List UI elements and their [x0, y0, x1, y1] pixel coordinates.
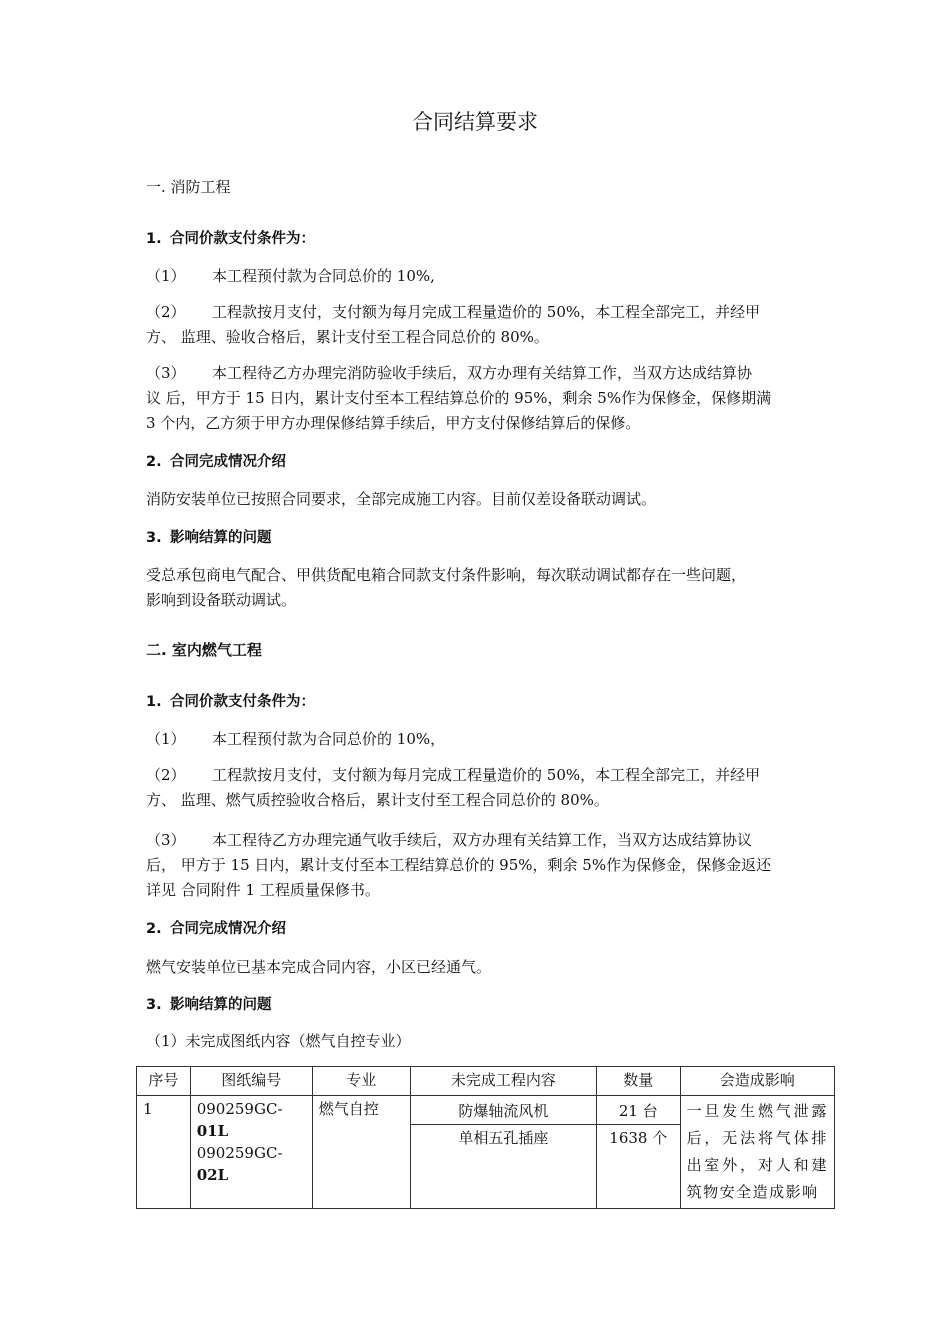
item-text: 本工程待乙方办理完消防验收手续后，双方办理有关结算工作，当双方达成结算协 — [212, 364, 753, 382]
subheading-payment-terms — [146, 229, 315, 249]
payment-item — [146, 765, 760, 785]
subheading-number: 3. — [146, 997, 162, 1013]
paragraph: 受总承包商电气配合、甲供货配电箱合同款支付条件影响，每次联动调试都存在一些问题， — [146, 566, 747, 584]
paragraph-continued: 影响到设备联动调试。 — [146, 591, 297, 609]
item-index: （2） — [146, 303, 186, 321]
subheading-text: 影响结算的问题 — [170, 997, 272, 1013]
work-item-qty: 1638 个 — [597, 1124, 680, 1187]
item-index: （1） — [146, 267, 186, 285]
work-item-qty: 21 台 — [618, 1102, 658, 1120]
drawing-code — [197, 1098, 306, 1142]
item-index: （1） — [146, 730, 186, 748]
code-suffix: 01L — [196, 1122, 229, 1140]
header-cell: 未完成工程内容 — [410, 1067, 596, 1096]
payment-item — [146, 729, 445, 749]
subheading-text: 合同价款支付条件为： — [170, 231, 315, 247]
subheading-number: 3. — [146, 530, 162, 546]
item-index: （2） — [146, 766, 186, 784]
quantity-cell — [596, 1096, 680, 1209]
payment-item — [146, 266, 435, 286]
drawing-codes — [190, 1096, 312, 1209]
subheading-text: 合同完成情况介绍 — [170, 921, 286, 937]
item-text: 工程款按月支付，支付额为每月完成工程量造价的 50%，本工程全部完工，并经甲 — [212, 303, 761, 321]
payment-item — [146, 363, 752, 383]
code-prefix: 090259GC- — [196, 1100, 283, 1118]
header-cell: 图纸编号 — [190, 1067, 312, 1096]
header-cell: 数量 — [596, 1067, 680, 1096]
subheading-issues — [146, 995, 272, 1015]
item-text-continued: 议 后，甲方于 15 日内，累计支付至本工程结算总价的 95%，剩余 5%作为保修金，保修期满 — [146, 389, 772, 407]
item-text: 本工程预付款为合同总价的 10%, — [212, 267, 435, 285]
subheading-completion — [146, 452, 286, 472]
item-text: 本工程预付款为合同总价的 10%， — [212, 730, 446, 748]
drawing-code — [197, 1142, 306, 1186]
item-text-continued: 方、 监理、验收合格后，累计支付至工程合同总价的 80%。 — [146, 328, 549, 346]
subheading-number: 1. — [146, 231, 162, 247]
item-text-continued: 后， 甲方于 15 日内，累计支付至本工程结算总价的 95%，剩余 5%作为保修金，保修金返还 — [146, 856, 772, 874]
item-text-continued: 详见 合同附件 1 工程质量保修书。 — [146, 881, 380, 899]
payment-item — [146, 302, 760, 322]
item-text-continued: 3 个内，乙方须于甲方办理保修结算手续后，甲方支付保修结算后的保修。 — [146, 414, 641, 432]
subheading-number: 2. — [146, 921, 162, 937]
subheading-text: 合同价款支付条件为： — [170, 694, 315, 710]
unfinished-work-table — [136, 1066, 835, 1209]
work-items-cell — [410, 1096, 596, 1209]
payment-item — [146, 830, 752, 850]
row-number: 1 — [137, 1096, 191, 1209]
item-text: 本工程待乙方办理完通气收手续后，双方办理有关结算工作，当双方达成结算协议 — [212, 831, 753, 849]
subheading-number: 2. — [146, 454, 162, 470]
paragraph: 消防安装单位已按照合同要求，全部完成施工内容。目前仅差设备联动调试。 — [146, 490, 657, 508]
subheading-text: 影响结算的问题 — [170, 530, 272, 546]
code-prefix: 090259GC- — [196, 1144, 283, 1162]
header-cell: 序号 — [137, 1067, 191, 1096]
effect-cell: 一旦发生燃气泄露后，无法将气体排出室外，对人和建筑物安全造成影响 — [680, 1096, 834, 1209]
item-index: （3） — [146, 831, 186, 849]
item-text-continued: 方、 监理、燃气质控验收合格后，累计支付至工程合同总价的 80%。 — [146, 791, 609, 809]
item-text: 工程款按月支付，支付额为每月完成工程量造价的 50%，本工程全部完工，并经甲 — [212, 766, 761, 784]
subheading-text: 合同完成情况介绍 — [170, 454, 286, 470]
work-item-name: 防爆轴流风机 — [458, 1102, 549, 1120]
code-suffix: 02L — [196, 1166, 229, 1184]
section-heading-fire: 一. 消防工程 — [146, 178, 231, 196]
header-cell: 会造成影响 — [680, 1067, 834, 1096]
discipline-cell: 燃气自控 — [312, 1096, 410, 1209]
header-cell: 专业 — [312, 1067, 410, 1096]
paragraph: 燃气安装单位已基本完成合同内容，小区已经通气。 — [146, 958, 492, 976]
item-index: （3） — [146, 364, 186, 382]
table-caption: （1）未完成图纸内容（燃气自控专业） — [146, 1032, 411, 1050]
subheading-completion — [146, 919, 286, 939]
subheading-number: 1. — [146, 694, 162, 710]
subheading-issues — [146, 528, 272, 548]
table-header-row — [137, 1067, 835, 1096]
table-row — [137, 1096, 835, 1209]
work-item-name: 单相五孔插座 — [411, 1124, 596, 1151]
section-heading-gas: 二. 室内燃气工程 — [146, 641, 262, 659]
page-title: 合同结算要求 — [412, 110, 538, 134]
subheading-payment-terms — [146, 692, 315, 712]
